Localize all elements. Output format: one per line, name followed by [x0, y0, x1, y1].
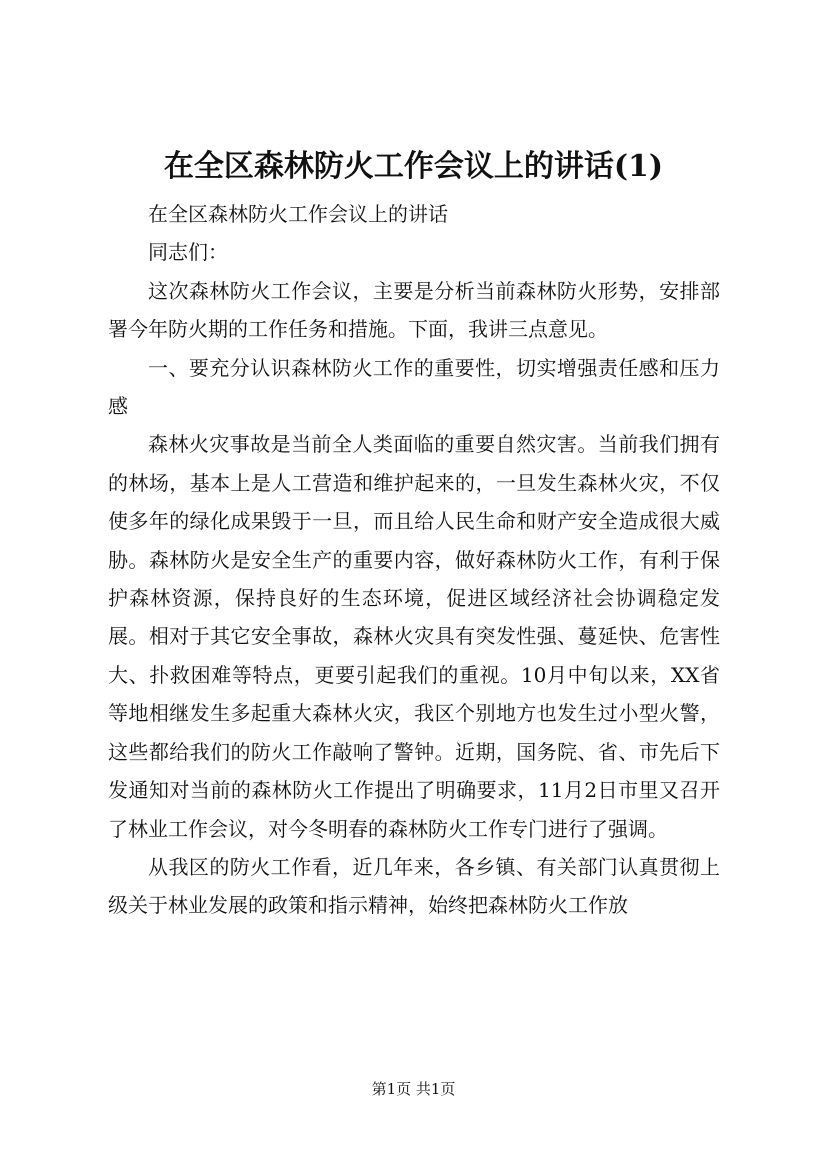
page-footer: 第1页 共1页: [371, 1080, 456, 1098]
subtitle-line: 在全区森林防火工作会议上的讲话: [148, 202, 448, 226]
salutation-line: 同志们：: [148, 240, 228, 265]
document-body: [108, 195, 720, 925]
body-paragraph: 森林火灾事故是当前全人类面临的重要自然灾害。当前我们拥有的林场，基本上是人工营造和维护起来的，一旦发生森林火灾，不仅使多年的绿化成果毁于一旦，而且给人民生命和财产安全造成很大威胁。森林防火是安全生产的重要内容，做好森林防火工作，有利于保护森林资源，保持良好的生态环境，促进区域经济社会协调稳定发展。相对于其它安全事故，森林火灾具有突发性强、蔓延快、危害性大、扑救困难等特点，更要引起我们的重视。10月中旬以来，XX省等地相继发生多起重大森林火灾，我区个别地方也发生过小型火警，这些都给我们的防火工作敲响了警钟。近期，国务院、省、市先后下发通知对当前的森林防火工作提出了明确要求，11月2日市里又召开了林业工作会议，对今冬明春的森林防火工作专门进行了强调。: [108, 432, 720, 841]
section-heading: 一、要充分认识森林防火工作的重要性，切实增强责任感和压力感: [108, 355, 720, 419]
body-paragraph: 从我区的防火工作看，近几年来，各乡镇、有关部门认真贯彻上级关于林业发展的政策和指示精神，始终把森林防火工作放: [108, 854, 720, 918]
document-title: 在全区森林防火工作会议上的讲话(1): [163, 149, 664, 184]
body-paragraph: 这次森林防火工作会议，主要是分析当前森林防火形势，安排部署今年防火期的工作任务和措施。下面，我讲三点意见。: [108, 278, 720, 342]
